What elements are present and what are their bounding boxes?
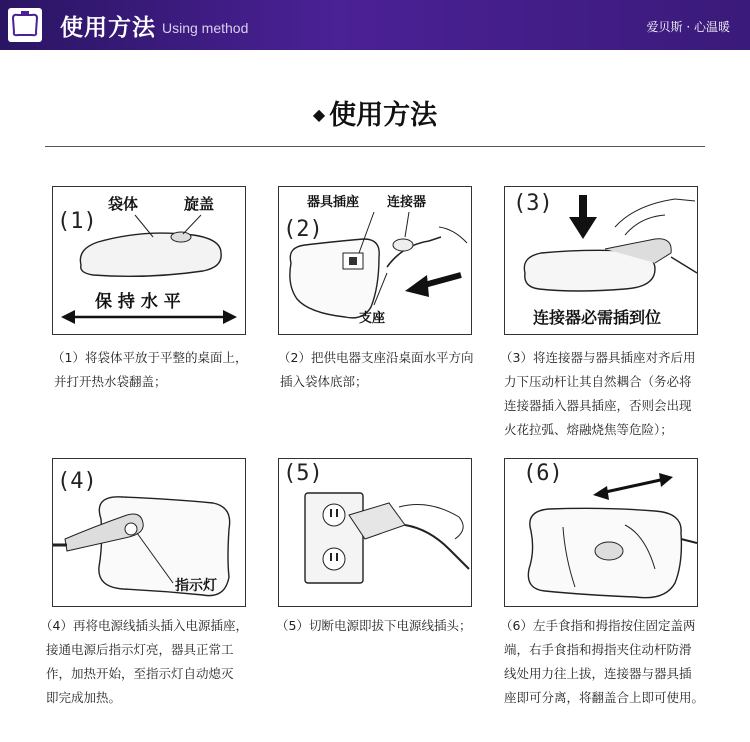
header-subtitle: Using method [162,20,249,36]
step-5-illustration [278,458,472,607]
step-4-label: 指示灯 [175,578,217,594]
step-1-number: (1) [57,209,97,234]
step-4-caption-line: （4）再将电源线插头插入电源插座， [40,618,248,633]
step-5-caption-line: （5）切断电源即拔下电源线插头； [276,618,472,633]
step-2-caption-line: （2）把供电器支座沿桌面水平方向 [278,350,474,365]
step-1-caption [52,346,252,394]
step-4-caption-line: 即完成加热。 [46,690,122,705]
step-1-illustration [52,186,246,335]
step-5-caption [276,614,481,638]
step-2-number: (2) [283,217,323,242]
step-3-caption-line: 火花拉弧、熔融烧焦等危险）； [504,422,673,437]
step-6-caption-line: 线处用力往上拔，连接器与器具插 [504,666,692,681]
step-6-caption [500,614,716,710]
step-4-number: (4) [57,469,97,494]
step-6-number: (6) [523,461,563,486]
header-title: 使用方法 [60,15,156,41]
step-2-label-stand: 支座 [359,311,386,326]
header-banner [0,0,750,50]
step-4-illustration [52,458,246,607]
logo-icon [8,8,42,42]
step-6-illustration [504,458,698,607]
step-3-caption-line: （3）将连接器与器具插座对齐后用 [500,350,696,365]
step-2-label-connector: 连接器 [387,195,427,210]
step-2-label-socket: 器具插座 [307,195,360,210]
divider [45,146,705,147]
step-4-caption-line: 接通电源后指示灯亮，器具正常工 [46,642,234,657]
step-3-caption-line: 力下压动杆让其自然耦合（务必将 [504,374,692,389]
step-3-label: 连接器必需插到位 [533,308,662,327]
step-2-illustration [278,186,472,335]
step-3-caption [500,346,714,442]
step-1-caption-line: （1）将袋体平放于平整的桌面上， [52,350,248,365]
section-title [0,93,750,132]
step-4-caption [40,614,255,710]
step-6-caption-line: 端，右手食指和拇指夹住动杆防滑 [504,642,692,657]
section-title-text: 使用方法 [329,100,438,131]
step-2-caption [278,346,483,394]
step-6-caption-line: （6）左手食指和拇指按住固定盖两 [500,618,696,633]
step-1-label-level: 保 持 水 平 [95,292,181,312]
brand-name: 爱贝斯 · 心温暖 [646,20,730,34]
step-3-illustration [504,186,698,335]
step-5-number: (5) [283,461,323,486]
step-1-caption-line: 并打开热水袋翻盖； [54,374,167,389]
step-4-caption-line: 作，加热开始，至指示灯自动熄灭 [46,666,234,681]
step-1-label-body: 袋体 [108,195,139,213]
step-3-caption-line: 连接器插入器具插座，否则会出现 [504,398,692,413]
step-3-number: (3) [513,191,553,216]
diamond-icon: ◆ [312,105,326,124]
step-2-caption-line: 插入袋体底部； [280,374,368,389]
step-1-label-cap: 旋盖 [184,195,215,213]
step-6-caption-line: 座即可分离，将翻盖合上即可使用。 [504,690,705,705]
